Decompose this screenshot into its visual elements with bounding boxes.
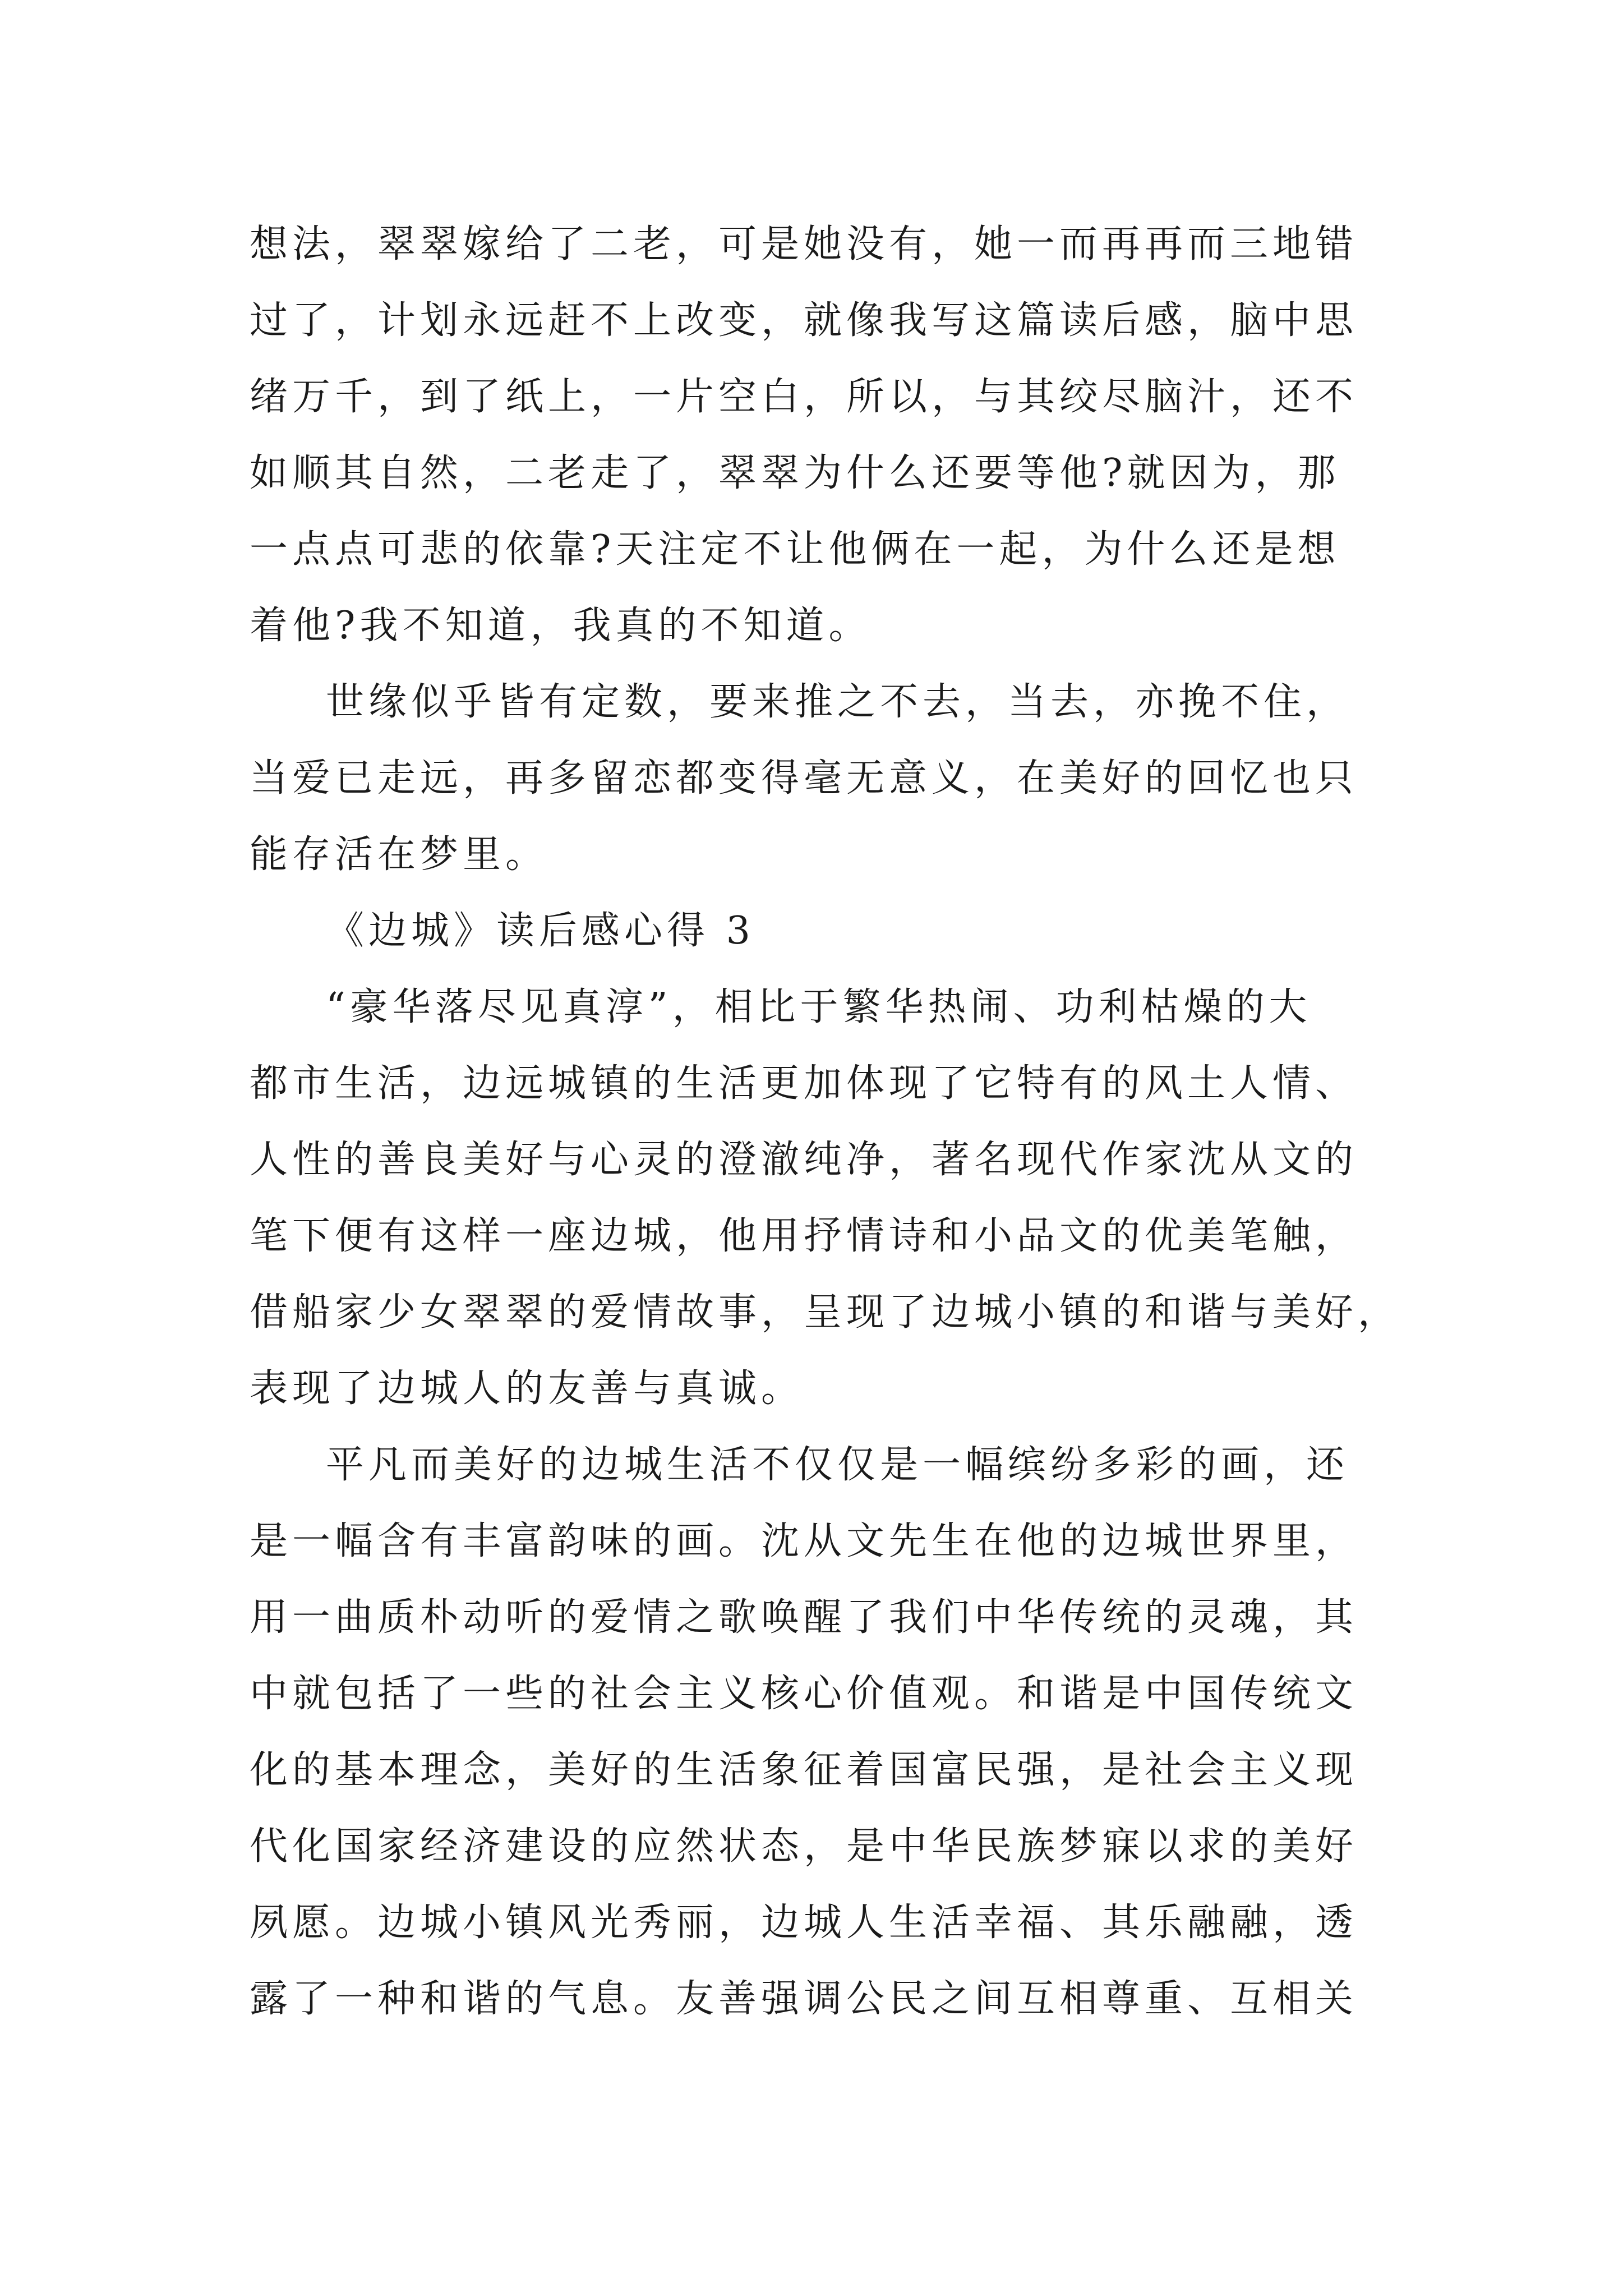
text-line: 如顺其自然，二老走了，翠翠为什么还要等他?就因为，那 — [250, 451, 1340, 495]
document-body — [250, 206, 1401, 2037]
text-line: 平凡而美好的边城生活不仅仅是一幅缤纷多彩的画，还 — [326, 1443, 1349, 1487]
text-line: 过了，计划永远赶不上改变，就像我写这篇读后感，脑中思 — [250, 298, 1358, 343]
text-line: 是一幅含有丰富韵味的画。沈从文先生在他的边城世界里， — [250, 1519, 1358, 1563]
text-line: 夙愿。边城小镇风光秀丽，边城人生活幸福、其乐融融，透 — [250, 1901, 1358, 1945]
text-line: 借船家少女翠翠的爱情故事，呈现了边城小镇的和谐与美好， — [250, 1290, 1401, 1335]
text-line: 能存活在梦里。 — [250, 832, 548, 877]
text-line: 化的基本理念，美好的生活象征着国富民强，是社会主义现 — [250, 1748, 1358, 1792]
text-line: 露了一种和谐的气息。友善强调公民之间互相尊重、互相关 — [250, 1977, 1358, 2021]
text-line: 一点点可悲的依靠?天注定不让他俩在一起，为什么还是想 — [250, 527, 1340, 572]
text-line: 人性的善良美好与心灵的澄澈纯净，著名现代作家沈从文的 — [250, 1138, 1358, 1182]
text-line: 绪万千，到了纸上，一片空白，所以，与其绞尽脑汁，还不 — [250, 375, 1358, 419]
text-line: 世缘似乎皆有定数，要来推之不去，当去，亦挽不住， — [326, 680, 1349, 724]
text-line: 用一曲质朴动听的爱情之歌唤醒了我们中华传统的灵魂，其 — [250, 1595, 1358, 1640]
text-line: 笔下便有这样一座边城，他用抒情诗和小品文的优美笔触， — [250, 1214, 1358, 1258]
text-line: 《边城》读后感心得 3 — [326, 909, 755, 953]
text-line: “豪华落尽见真淳”，相比于繁华热闹、功利枯燥的大 — [326, 985, 1312, 1029]
text-line: 想法，翠翠嫁给了二老，可是她没有，她一而再再而三地错 — [250, 222, 1358, 266]
text-line: 表现了边城人的友善与真诚。 — [250, 1366, 804, 1411]
text-line: 代化国家经济建设的应然状态，是中华民族梦寐以求的美好 — [250, 1824, 1358, 1869]
text-line: 中就包括了一些的社会主义核心价值观。和谐是中国传统文 — [250, 1672, 1358, 1716]
text-line: 当爱已走远，再多留恋都变得毫无意义，在美好的回忆也只 — [250, 756, 1358, 800]
text-line: 都市生活，边远城镇的生活更加体现了它特有的风土人情、 — [250, 1061, 1358, 1106]
text-line: 着他?我不知道，我真的不知道。 — [250, 604, 872, 648]
